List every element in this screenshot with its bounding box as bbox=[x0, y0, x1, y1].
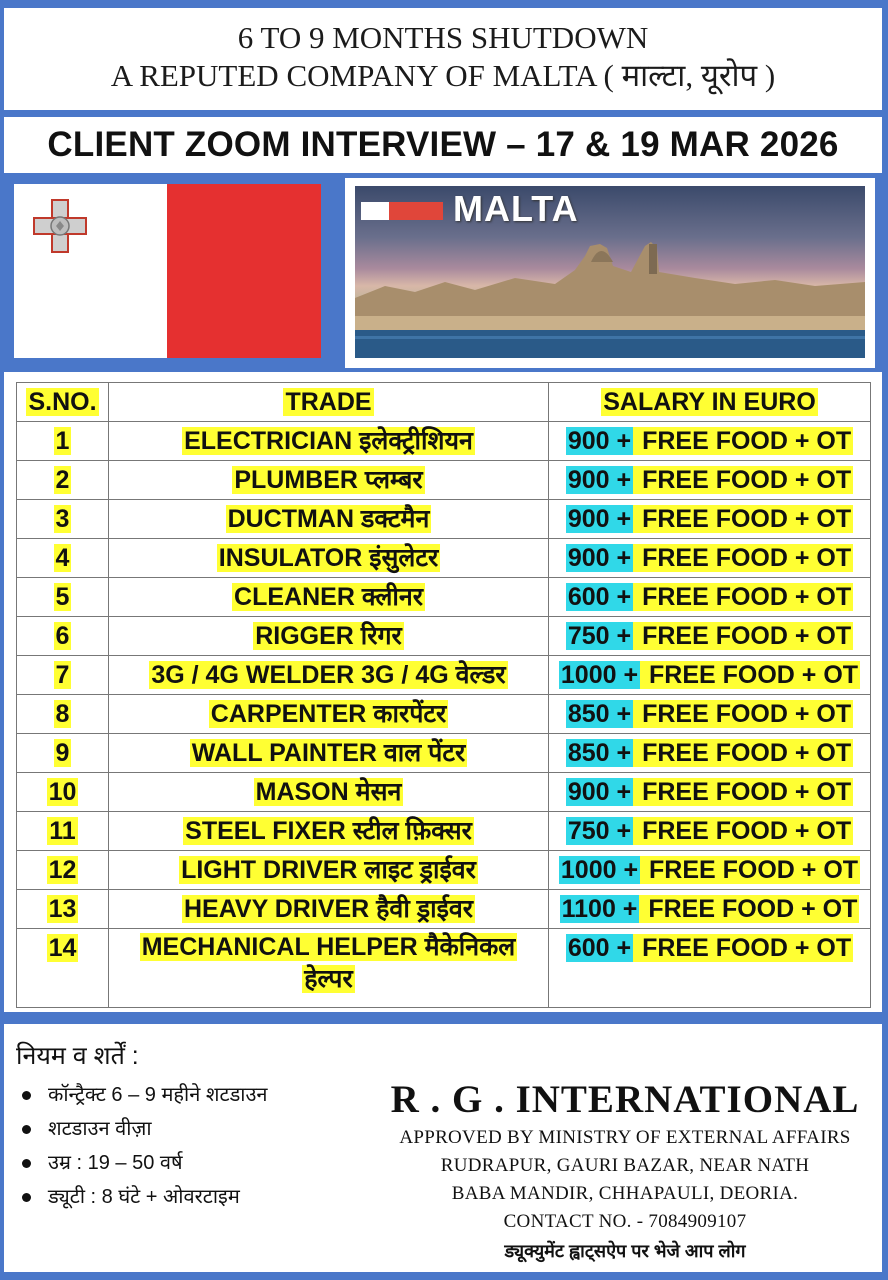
header-sno: S.NO. bbox=[17, 383, 109, 422]
sno-cell: 13 bbox=[48, 895, 77, 923]
sno-cell: 12 bbox=[48, 856, 77, 884]
bullet-icon bbox=[22, 1125, 31, 1134]
trade-cell: DUCTMAN डक्टमैन bbox=[227, 505, 430, 533]
salary-amount: 900 + bbox=[567, 778, 632, 806]
salary-extras: FREE FOOD + OT bbox=[642, 856, 859, 884]
table-header-row bbox=[17, 383, 871, 422]
title-panel bbox=[4, 8, 882, 110]
interview-banner bbox=[4, 117, 882, 173]
headline-company: A REPUTED COMPANY OF MALTA ( माल्टा, यूरोप ) bbox=[110, 58, 776, 93]
salary-extras: FREE FOOD + OT bbox=[635, 778, 852, 806]
salary-extras: FREE FOOD + OT bbox=[635, 427, 852, 455]
trade-cell: ELECTRICIAN इलेक्ट्रीशियन bbox=[184, 427, 473, 455]
sno-cell: 9 bbox=[55, 739, 70, 767]
trade-cell: HEAVY DRIVER हैवी ड्राईवर bbox=[183, 895, 474, 923]
trade-cell: LIGHT DRIVER लाइट ड्राईवर bbox=[181, 856, 476, 884]
table-row bbox=[17, 695, 871, 734]
table-row bbox=[17, 890, 871, 929]
jobs-table-panel bbox=[4, 372, 882, 1012]
interview-text: CLIENT ZOOM INTERVIEW – 17 & 19 MAR 2026 bbox=[47, 125, 839, 164]
table-row bbox=[17, 773, 871, 812]
salary-extras: FREE FOOD + OT bbox=[635, 817, 852, 845]
company-contact: CONTACT NO. - 7084909107 bbox=[503, 1211, 747, 1232]
salary-amount: 1000 + bbox=[560, 661, 639, 689]
company-address-line1: RUDRAPUR, GAURI BAZAR, NEAR NATH bbox=[440, 1155, 810, 1176]
list-item: उम्र : 19 – 50 वर्ष bbox=[18, 1146, 338, 1180]
header-salary: SALARY IN EURO bbox=[549, 383, 871, 422]
salary-extras: FREE FOOD + OT bbox=[641, 895, 858, 923]
table-row bbox=[17, 851, 871, 890]
trade-cell: CLEANER क्लीनर bbox=[234, 583, 423, 611]
salary-extras: FREE FOOD + OT bbox=[635, 934, 852, 962]
list-item: शटडाउन वीज़ा bbox=[18, 1112, 338, 1146]
trade-cell-line2: हेल्पर bbox=[304, 965, 353, 993]
salary-amount: 850 + bbox=[567, 700, 632, 728]
bullet-icon bbox=[22, 1159, 31, 1168]
table-row bbox=[17, 539, 871, 578]
salary-extras: FREE FOOD + OT bbox=[635, 583, 852, 611]
jobs-table bbox=[16, 382, 871, 1008]
salary-amount: 1100 + bbox=[561, 895, 638, 923]
table-row bbox=[17, 656, 871, 695]
sno-cell: 10 bbox=[48, 778, 77, 806]
header-trade: TRADE bbox=[109, 383, 549, 422]
sno-cell: 5 bbox=[55, 583, 70, 611]
list-item: ड्यूटी : 8 घंटे + ओवरटाइम bbox=[18, 1180, 338, 1214]
sno-cell: 4 bbox=[55, 544, 70, 572]
table-row bbox=[17, 929, 871, 1008]
table-row bbox=[17, 461, 871, 500]
george-cross-icon bbox=[30, 196, 90, 256]
trade-cell: MASON मेसन bbox=[255, 778, 402, 806]
bullet-icon bbox=[22, 1091, 31, 1100]
salary-extras: FREE FOOD + OT bbox=[635, 700, 852, 728]
salary-amount: 750 + bbox=[567, 817, 632, 845]
sno-cell: 11 bbox=[49, 817, 76, 845]
salary-extras: FREE FOOD + OT bbox=[642, 661, 859, 689]
salary-amount: 900 + bbox=[567, 505, 632, 533]
sno-cell: 7 bbox=[55, 661, 70, 689]
terms-title: नियम व शर्तें : bbox=[16, 1042, 139, 1070]
terms-list bbox=[18, 1078, 338, 1214]
table-row bbox=[17, 578, 871, 617]
sno-cell: 2 bbox=[55, 466, 70, 494]
malta-flag bbox=[14, 184, 321, 358]
trade-cell: STEEL FIXER स्टील फ़िक्सर bbox=[185, 817, 472, 845]
trade-cell: PLUMBER प्लम्बर bbox=[234, 466, 423, 494]
table-row bbox=[17, 500, 871, 539]
salary-extras: FREE FOOD + OT bbox=[635, 739, 852, 767]
photo-label: MALTA bbox=[453, 188, 579, 229]
sno-cell: 14 bbox=[48, 934, 77, 962]
trade-cell-line1: MECHANICAL HELPER मैकेनिकल bbox=[141, 933, 516, 961]
company-block bbox=[386, 1076, 864, 1266]
salary-amount: 1000 + bbox=[560, 856, 639, 884]
salary-amount: 750 + bbox=[567, 622, 632, 650]
list-item: कॉन्ट्रैक्ट 6 – 9 महीने शटडाउन bbox=[18, 1078, 338, 1112]
salary-amount: 900 + bbox=[567, 466, 632, 494]
skyline-illustration bbox=[355, 186, 865, 358]
table-row bbox=[17, 812, 871, 851]
company-approval: APPROVED BY MINISTRY OF EXTERNAL AFFAIRS bbox=[399, 1127, 851, 1148]
sno-cell: 6 bbox=[55, 622, 70, 650]
salary-extras: FREE FOOD + OT bbox=[635, 544, 852, 572]
salary-amount: 600 + bbox=[567, 583, 632, 611]
table-row bbox=[17, 734, 871, 773]
company-name: R . G . INTERNATIONAL bbox=[390, 1078, 860, 1121]
salary-amount: 850 + bbox=[567, 739, 632, 767]
malta-skyline-photo bbox=[345, 178, 875, 368]
salary-amount: 600 + bbox=[567, 934, 632, 962]
table-row bbox=[17, 617, 871, 656]
trade-cell: WALL PAINTER वाल पेंटर bbox=[191, 739, 466, 767]
terms-panel bbox=[4, 1024, 882, 1272]
company-address-line2: BABA MANDIR, CHHAPAULI, DEORIA. bbox=[451, 1183, 799, 1204]
document-note: ड्यूक्युमेंट ह्वाट्सऐप पर भेजे आप लोग bbox=[504, 1241, 746, 1261]
sno-cell: 3 bbox=[55, 505, 70, 533]
sno-cell: 8 bbox=[55, 700, 70, 728]
bullet-icon bbox=[22, 1193, 31, 1202]
table-row bbox=[17, 422, 871, 461]
salary-extras: FREE FOOD + OT bbox=[635, 505, 852, 533]
salary-amount: 900 + bbox=[567, 427, 632, 455]
trade-cell: INSULATOR इंसुलेटर bbox=[218, 544, 439, 572]
trade-cell: RIGGER रिगर bbox=[255, 622, 402, 650]
salary-amount: 900 + bbox=[567, 544, 632, 572]
trade-cell: CARPENTER कारपेंटर bbox=[210, 700, 447, 728]
salary-extras: FREE FOOD + OT bbox=[635, 466, 852, 494]
sno-cell: 1 bbox=[55, 427, 70, 455]
trade-cell: 3G / 4G WELDER 3G / 4G वेल्डर bbox=[151, 661, 506, 689]
salary-extras: FREE FOOD + OT bbox=[635, 622, 852, 650]
headline-shutdown: 6 TO 9 MONTHS SHUTDOWN bbox=[237, 20, 649, 55]
